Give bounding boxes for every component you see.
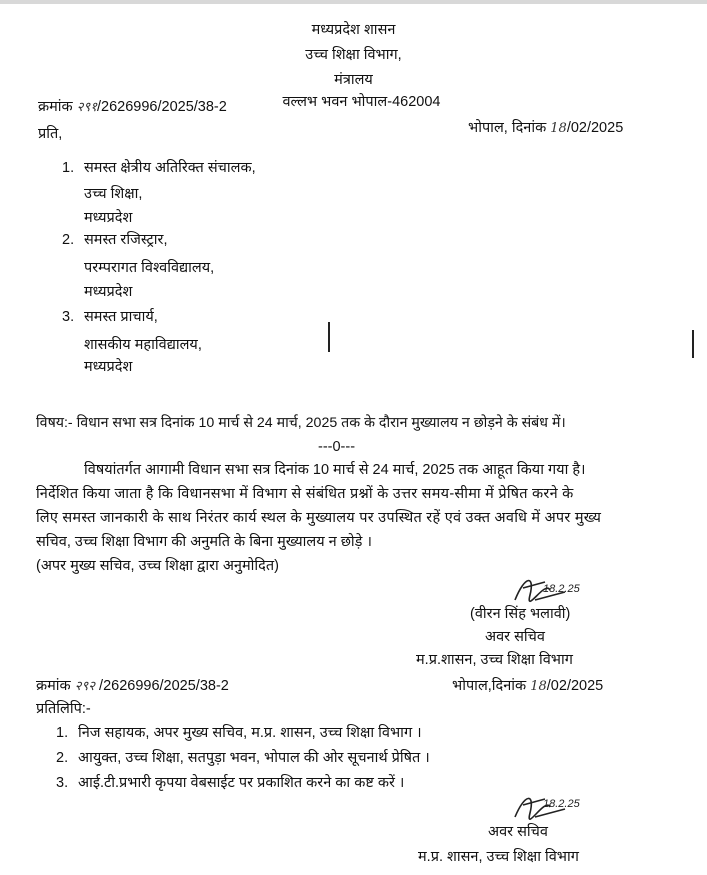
handwritten-day: 18 — [550, 121, 567, 136]
to-label: प्रति, — [38, 126, 63, 142]
scan-mark — [328, 322, 330, 352]
recipient-line: शासकीय महाविद्यालय, — [84, 337, 202, 353]
scan-mark — [692, 330, 694, 358]
recipient-no: 1. — [62, 160, 75, 176]
order-number: /2626996/2025/38-2 — [97, 99, 227, 115]
recipient-line: उच्च शिक्षा, — [84, 186, 143, 202]
recipient-line: समस्त रजिस्ट्रार, — [84, 232, 168, 248]
date-rest: /02/2025 — [566, 120, 624, 136]
recipient-1 — [62, 158, 256, 178]
subject-line: विषय:- विधान सभा सत्र दिनांक 10 मार्च से 24 मार्च, 2025 तक के दौरान मुख्यालय न छोड़ने के संबंध में। — [36, 415, 566, 431]
order-label: क्रमांक — [38, 99, 73, 115]
order-number-1 — [38, 97, 227, 118]
header-department: उच्च शिक्षा विभाग, — [305, 47, 402, 63]
header-address: वल्लभ भवन भोपाल-462004 — [282, 94, 441, 110]
date-label: भोपाल, दिनांक — [468, 120, 547, 136]
body-line: लिए समस्त जानकारी के साथ निरंतर कार्य स्थल के मुख्यालय पर उपस्थित रहें एवं उक्त अवधि में अपर मुख्य — [36, 510, 602, 526]
signatory-name: (वीरन सिंह भलावी) — [470, 606, 571, 622]
copy-item-2 — [56, 748, 430, 768]
recipient-line: समस्त प्राचार्य, — [84, 309, 158, 325]
signature-2 — [505, 785, 585, 825]
copy-text: निज सहायक, अपर मुख्य सचिव, म.प्र. शासन, उच्च शिक्षा विभाग । — [78, 725, 422, 741]
signatory-office: म.प्र. शासन, उच्च शिक्षा विभाग — [418, 849, 579, 865]
recipient-line: मध्यप्रदेश — [84, 284, 133, 300]
handwritten-day: 18 — [530, 679, 547, 694]
recipient-2 — [62, 230, 168, 250]
order-label: क्रमांक — [36, 678, 71, 694]
body-line: विषयांतर्गत आगामी विधान सभा सत्र दिनांक 10 मार्च से 24 मार्च, 2025 तक आहूत किया गया है। — [84, 462, 586, 478]
body-line: सचिव, उच्च शिक्षा विभाग की अनुमति के बिना मुख्यालय न छोड़े । — [36, 534, 372, 550]
copy-label: प्रतिलिपि:- — [36, 701, 91, 717]
copy-no: 2. — [56, 750, 69, 766]
signature-date: 18.2.25 — [543, 798, 580, 810]
copy-item-1 — [56, 723, 422, 743]
copy-item-3 — [56, 773, 404, 793]
copy-text: आई.टी.प्रभारी कृपया वेबसाईट पर प्रकाशित करने का कष्ट करें । — [78, 775, 405, 791]
copy-no: 3. — [56, 775, 69, 791]
header-government: मध्यप्रदेश शासन — [311, 22, 396, 38]
header-ministry: मंत्रालय — [334, 72, 373, 88]
handwritten-order-no: २९१ — [76, 100, 98, 115]
approval-note: (अपर मुख्य सचिव, उच्च शिक्षा द्वारा अनुमोदित) — [36, 558, 279, 574]
copy-no: 1. — [56, 725, 69, 741]
date-label: भोपाल,दिनांक — [452, 678, 527, 694]
recipient-line: मध्यप्रदेश — [84, 359, 133, 375]
signatory-designation: अवर सचिव — [488, 824, 548, 840]
recipient-line: परम्परागत विश्वविद्यालय, — [84, 260, 215, 276]
signatory-designation: अवर सचिव — [485, 629, 545, 645]
handwritten-order-no: २९२ — [74, 679, 96, 694]
recipient-no: 3. — [62, 309, 75, 325]
separator: ---0--- — [318, 439, 356, 455]
signature-date: 18.2.25 — [543, 583, 580, 595]
signatory-office: म.प्र.शासन, उच्च शिक्षा विभाग — [416, 652, 573, 668]
order-date-2 — [452, 676, 603, 697]
recipient-line: समस्त क्षेत्रीय अतिरिक्त संचालक, — [84, 160, 256, 176]
order-number-2 — [36, 676, 229, 697]
copy-text: आयुक्त, उच्च शिक्षा, सतपुड़ा भवन, भोपाल की ओर सूचनार्थ प्रेषित । — [78, 750, 430, 766]
order-number: /2626996/2025/38-2 — [99, 678, 229, 694]
recipient-line: मध्यप्रदेश — [84, 210, 133, 226]
recipient-3 — [62, 307, 158, 327]
order-date-1 — [468, 118, 623, 139]
recipient-no: 2. — [62, 232, 75, 248]
viewer-top-border — [0, 0, 707, 4]
date-rest: /02/2025 — [546, 678, 604, 694]
body-line: निर्देशित किया जाता है कि विधानसभा में विभाग से संबंधित प्रश्नों के उत्तर समय-सीमा में प्रेषित करने के — [36, 486, 574, 502]
